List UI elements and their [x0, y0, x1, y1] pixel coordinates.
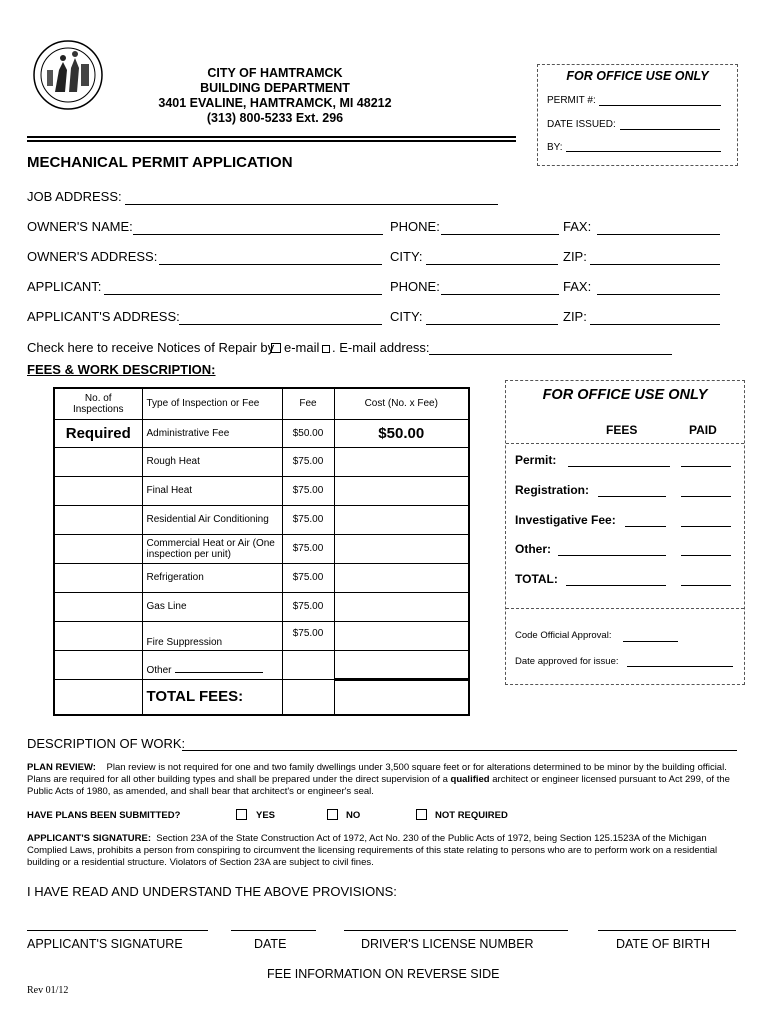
email-address-label: . E-mail address: — [332, 340, 430, 355]
owners-address-field[interactable] — [159, 264, 382, 265]
other-paid-field[interactable] — [681, 555, 731, 556]
drivers-license-field[interactable] — [344, 930, 568, 931]
permit-number-label: PERMIT #: — [547, 95, 596, 106]
owner-city-field[interactable] — [426, 264, 558, 265]
row-fee: $75.00 — [282, 534, 334, 563]
table-row — [54, 419, 469, 447]
office-use-title: FOR OFFICE USE ONLY — [566, 69, 709, 83]
office-fees-title: FOR OFFICE USE ONLY — [542, 387, 708, 403]
applicants-address-field[interactable] — [179, 324, 382, 325]
table-row — [54, 650, 469, 679]
table-row — [54, 621, 469, 650]
applicant-fax-field[interactable] — [597, 294, 720, 295]
other-fee-field[interactable] — [558, 555, 666, 556]
cost-cell[interactable] — [334, 650, 469, 679]
header-fee: Fee — [282, 388, 334, 419]
inspections-cell[interactable] — [54, 650, 142, 679]
investigative-paid-field[interactable] — [681, 526, 731, 527]
total-fee-field[interactable] — [566, 585, 666, 586]
applicant-signature-field[interactable] — [27, 930, 208, 931]
applicant-field[interactable] — [104, 294, 382, 295]
by-field[interactable] — [566, 151, 721, 152]
total-fees-label: TOTAL FEES: — [142, 679, 282, 715]
inspections-cell[interactable] — [54, 592, 142, 621]
registration-fee-field[interactable] — [598, 496, 666, 497]
applicant-city-field[interactable] — [426, 324, 558, 325]
owners-address-label: OWNER'S ADDRESS: — [27, 249, 158, 264]
office-fees-box — [505, 380, 745, 685]
header-block — [130, 66, 420, 126]
fees-table-header — [54, 388, 469, 419]
cost-cell[interactable] — [334, 534, 469, 563]
job-address-label: JOB ADDRESS: — [27, 189, 122, 204]
row-type: Fire Suppression — [142, 621, 282, 650]
table-row — [54, 563, 469, 592]
plan-review-text — [27, 762, 745, 798]
owner-phone-label: PHONE: — [390, 219, 440, 234]
department-phone: (313) 800-5233 Ext. 296 — [206, 111, 344, 125]
date-of-birth-label: DATE OF BIRTH — [616, 937, 710, 951]
row-fee: $75.00 — [282, 476, 334, 505]
other-row — [142, 650, 282, 679]
applicant-signature-label: APPLICANT'S SIGNATURE — [27, 937, 183, 951]
row-fee: $75.00 — [282, 621, 334, 650]
provisions-statement: I HAVE READ AND UNDERSTAND THE ABOVE PROVISIONS: — [27, 884, 397, 899]
permit-paid-field[interactable] — [681, 466, 731, 467]
row-type: Residential Air Conditioning — [142, 505, 282, 534]
row-type: Gas Line — [142, 592, 282, 621]
row-type: Commercial Heat or Air (One inspection per unit) — [142, 534, 282, 563]
code-official-field[interactable] — [623, 641, 678, 642]
applicant-phone-label: PHONE: — [390, 279, 440, 294]
plan-review-qualified: qualified — [450, 774, 490, 785]
department-address: 3401 EVALINE, HAMTRAMCK, MI 48212 — [158, 96, 392, 110]
plans-yes-checkbox[interactable] — [236, 809, 247, 820]
date-of-birth-field[interactable] — [598, 930, 736, 931]
plan-review-text-b: architect or engineer licensed pursuant to Act 299, of the Public Acts of 1980, as amended, and shall bear that architect's or engineer's seal. — [27, 774, 730, 797]
owners-name-label: OWNER'S NAME: — [27, 219, 133, 234]
required-label: Required — [54, 419, 142, 447]
row-fee: $50.00 — [282, 419, 334, 447]
inspections-cell[interactable] — [54, 447, 142, 476]
fees-section-title: FEES & WORK DESCRIPTION: — [27, 362, 216, 377]
investigative-fee-label: Investigative Fee: — [515, 513, 616, 527]
owner-fax-label: FAX: — [563, 219, 592, 234]
total-paid-field[interactable] — [681, 585, 731, 586]
applicant-signature-notice-label: APPLICANT'S SIGNATURE: — [27, 833, 152, 844]
plan-review-label: PLAN REVIEW: — [27, 762, 96, 773]
owners-name-field[interactable] — [133, 234, 383, 235]
plans-not-required-label: NOT REQUIRED — [435, 810, 508, 821]
cost-cell[interactable] — [334, 563, 469, 592]
inspections-cell[interactable] — [54, 563, 142, 592]
required-cost: $50.00 — [334, 419, 469, 447]
permit-number-field[interactable] — [599, 105, 721, 106]
notices-label: Check here to receive Notices of Repair by — [27, 340, 275, 355]
email-address-field[interactable] — [429, 354, 672, 355]
row-type: Administrative Fee — [142, 419, 282, 447]
row-type: Final Heat — [142, 476, 282, 505]
department-name: BUILDING DEPARTMENT — [200, 81, 350, 95]
table-row — [54, 505, 469, 534]
by-label: BY: — [547, 142, 563, 153]
reverse-side-note: FEE INFORMATION ON REVERSE SIDE — [267, 967, 500, 981]
header-type: Type of Inspection or Fee — [142, 388, 282, 419]
form-title: MECHANICAL PERMIT APPLICATION — [27, 154, 293, 171]
inspections-cell[interactable] — [54, 476, 142, 505]
fee-cell — [282, 679, 334, 715]
email-icon — [322, 345, 330, 353]
date-field[interactable] — [231, 930, 316, 931]
row-fee: $75.00 — [282, 592, 334, 621]
inspections-cell[interactable] — [54, 621, 142, 650]
plans-yes-label: YES — [256, 810, 276, 821]
applicant-label: APPLICANT: — [27, 279, 102, 294]
city-seal-icon — [33, 40, 103, 110]
header-inspections: No. of Inspections — [54, 388, 142, 419]
investigative-fee-field[interactable] — [625, 526, 666, 527]
notices-email-label: e-mail — [284, 340, 320, 355]
other-fee-label: Other: — [515, 542, 551, 556]
table-row — [54, 534, 469, 563]
office-use-box — [537, 64, 738, 166]
fees-table — [53, 387, 470, 716]
cost-cell[interactable] — [334, 621, 469, 650]
row-fee: $75.00 — [282, 563, 334, 592]
row-type: Other — [146, 664, 172, 676]
owner-phone-field[interactable] — [441, 234, 559, 235]
applicant-signature-notice — [27, 833, 745, 869]
date-issued-field[interactable] — [620, 129, 720, 130]
paid-column-label: PAID — [689, 423, 717, 437]
cost-cell[interactable] — [334, 476, 469, 505]
total-row — [54, 679, 469, 715]
description-of-work-field[interactable] — [182, 750, 737, 751]
date-approved-field[interactable] — [627, 666, 733, 667]
applicant-zip-label: ZIP: — [563, 309, 587, 324]
inspections-cell — [54, 679, 142, 715]
row-type: Refrigeration — [142, 563, 282, 592]
cost-cell[interactable] — [334, 447, 469, 476]
description-of-work-label: DESCRIPTION OF WORK: — [27, 736, 186, 751]
table-row — [54, 476, 469, 505]
cost-cell[interactable] — [334, 505, 469, 534]
table-row — [54, 447, 469, 476]
total-fees-field[interactable] — [334, 679, 469, 715]
job-address-field[interactable] — [125, 204, 498, 205]
owner-zip-label: ZIP: — [563, 249, 587, 264]
registration-fee-label: Registration: — [515, 483, 590, 497]
applicant-phone-field[interactable] — [441, 294, 559, 295]
permit-fee-field[interactable] — [568, 466, 670, 467]
city-name: CITY OF HAMTRAMCK — [207, 66, 343, 80]
total-fee-label: TOTAL: — [515, 572, 558, 586]
cost-cell[interactable] — [334, 592, 469, 621]
date-approved-label: Date approved for issue: — [515, 656, 619, 667]
applicant-signature-notice-text: Section 23A of the State Construction Act of 1972, Act No. 230 of the Public Acts of 1972, being Section 125.1523A of the Michigan Complied Laws, prohibits a person from conspiring to circumvent the licensing requirements of this state relating to persons who are to perform work on a residential building or a residential structure. Violators of Section 23A are subject to civil fines. — [27, 833, 718, 868]
applicant-city-label: CITY: — [390, 309, 423, 324]
owner-fax-field[interactable] — [597, 234, 720, 235]
table-row — [54, 592, 469, 621]
inspections-cell[interactable] — [54, 534, 142, 563]
applicant-zip-field[interactable] — [590, 324, 720, 325]
plans-submitted-question: HAVE PLANS BEEN SUBMITTED? — [27, 810, 181, 821]
date-label: DATE — [254, 937, 287, 951]
notices-email-checkbox[interactable] — [271, 343, 281, 353]
plans-no-label: NO — [346, 810, 361, 821]
plans-no-checkbox[interactable] — [327, 809, 338, 820]
other-field[interactable] — [175, 672, 263, 673]
owner-city-label: CITY: — [390, 249, 423, 264]
plan-review-text-a: Plan review is not required for one and two family dwellings under 3,500 square feet or for alterations determined to be minor by the building official. Plans are required for all other building types and shall be prepared under the direct supervision of a — [27, 762, 727, 785]
inspections-cell[interactable] — [54, 505, 142, 534]
header-cost: Cost (No. x Fee) — [334, 388, 469, 419]
drivers-license-label: DRIVER'S LICENSE NUMBER — [361, 937, 534, 951]
code-official-label: Code Official Approval: — [515, 630, 612, 641]
fee-cell[interactable] — [282, 650, 334, 679]
fees-column-label: FEES — [606, 423, 638, 437]
owner-zip-field[interactable] — [590, 264, 720, 265]
applicant-fax-label: FAX: — [563, 279, 592, 294]
header-divider — [27, 136, 516, 142]
plans-not-required-checkbox[interactable] — [416, 809, 427, 820]
row-fee: $75.00 — [282, 505, 334, 534]
row-fee: $75.00 — [282, 447, 334, 476]
permit-fee-label: Permit: — [515, 453, 557, 467]
date-issued-label: DATE ISSUED: — [547, 119, 616, 130]
revision-label: Rev 01/12 — [27, 985, 69, 996]
registration-paid-field[interactable] — [681, 496, 731, 497]
row-type: Rough Heat — [142, 447, 282, 476]
applicants-address-label: APPLICANT'S ADDRESS: — [27, 309, 180, 324]
